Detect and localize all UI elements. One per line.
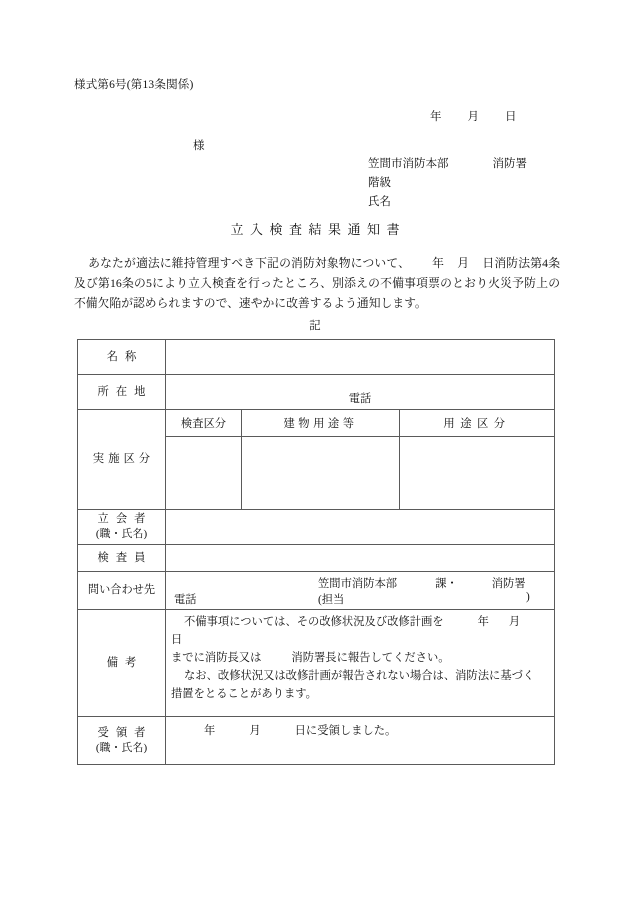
table-row-scope-subheader xyxy=(78,410,555,437)
body-line2: 条及び第16条の5により立入検査を行ったところ、別添えの不備事項票のとおり火災予防 xyxy=(74,256,560,290)
page-title: 立入検査結果通知書 xyxy=(230,222,406,237)
row-label-attendant xyxy=(78,510,166,545)
table-row-contact xyxy=(78,572,555,610)
receipt-year: 年 xyxy=(204,725,216,737)
notes-paragraph-1 xyxy=(171,613,549,649)
body-line1-month: 月 xyxy=(457,256,470,270)
issuer-headquarters: 笠間市消防本部 xyxy=(368,158,449,170)
issuer-name: 氏名 xyxy=(368,196,391,208)
contact-paren-close: ) xyxy=(526,591,530,603)
contact-org-line xyxy=(318,575,526,591)
contact-division: 課・ xyxy=(435,578,458,590)
notes-p1-month: 月 xyxy=(508,616,521,628)
row-value-contact[interactable] xyxy=(166,572,555,610)
row-label-attendant-sub: (職・氏名) xyxy=(95,528,148,540)
issuer-station: 消防署 xyxy=(492,158,527,170)
row-label-notes xyxy=(78,610,166,717)
notes-p1-year: 年 xyxy=(477,616,489,628)
notes-paragraph-4 xyxy=(171,685,549,703)
row-value-notes[interactable] xyxy=(166,610,555,717)
row-value-attendant[interactable] xyxy=(166,510,555,545)
body-paragraph xyxy=(74,253,560,313)
notes-p2-a: までに消防長又は xyxy=(171,652,262,664)
notes-text-block xyxy=(166,610,554,703)
row-label-contact-text: 問い合わせ先 xyxy=(87,584,156,596)
notes-paragraph-3 xyxy=(171,667,549,685)
row-label-name xyxy=(78,340,166,375)
row-label-receipt xyxy=(78,717,166,765)
row-label-address xyxy=(78,375,166,410)
row-label-contact xyxy=(78,572,166,610)
row-value-address[interactable] xyxy=(166,375,555,410)
row-label-receipt-sub: (職・氏名) xyxy=(95,741,148,754)
row-label-receipt-text: 受領者 xyxy=(97,726,153,739)
issuer-headquarters-line xyxy=(368,155,527,174)
row-label-inspector-text: 検査員 xyxy=(97,551,153,564)
contact-station: 消防署 xyxy=(491,578,526,590)
receipt-date-line xyxy=(166,717,554,738)
scope-value-building-use[interactable] xyxy=(242,437,400,510)
receipt-day-text: 日に受領しました。 xyxy=(294,725,397,737)
form-code: 様式第6号(第13条関係) xyxy=(74,79,194,91)
issuer-rank: 階級 xyxy=(368,177,391,189)
notes-p1-a: 不備事項については、その改修状況及び改修計画を xyxy=(184,616,444,628)
notes-p1-day: 日 xyxy=(171,634,183,646)
notes-p3: なお、改修状況又は改修計画が報告されない場合は、消防法に基づく xyxy=(184,670,535,682)
body-line1-day: 日消防法第4 xyxy=(482,256,549,270)
body-line1-year: 年 xyxy=(432,256,445,270)
scope-subheader-use-category: 用途区分 xyxy=(400,410,555,437)
issuer-block xyxy=(368,155,527,212)
notes-paragraph-2 xyxy=(171,649,549,667)
notes-p2-b: 消防署長に報告してください。 xyxy=(291,652,450,664)
receipt-month: 月 xyxy=(249,725,261,737)
table-row-inspector xyxy=(78,545,555,572)
row-value-receipt[interactable] xyxy=(166,717,555,765)
row-value-inspector[interactable] xyxy=(166,545,555,572)
scope-subheader-building-use: 建物用途等 xyxy=(242,410,400,437)
issue-date-day: 日 xyxy=(505,111,517,123)
scope-subheader-inspection-type: 検査区分 xyxy=(166,410,242,437)
notes-p4: 措置をとることがあります。 xyxy=(171,688,317,700)
scope-value-inspection-type[interactable] xyxy=(166,437,242,510)
table-row-address xyxy=(78,375,555,410)
row-value-name[interactable] xyxy=(166,340,555,375)
inspection-result-table xyxy=(77,339,555,765)
scope-value-use-category[interactable] xyxy=(400,437,555,510)
row-label-name-text: 名称 xyxy=(106,350,144,363)
row-label-scope-text: 実施区分 xyxy=(92,453,155,465)
row-label-scope xyxy=(78,410,166,510)
table-row-attendant xyxy=(78,510,555,545)
address-phone-label: 電話 xyxy=(348,393,372,405)
table-row-name xyxy=(78,340,555,375)
table-row-receipt xyxy=(78,717,555,765)
ki-mark: 記 xyxy=(309,320,321,332)
table-row-notes xyxy=(78,610,555,717)
issue-date-month: 月 xyxy=(467,111,479,123)
body-line3: 上の不備欠陥が認められますので、速やかに改善するよう通知します。 xyxy=(74,276,560,310)
addressee-label: 様 xyxy=(193,140,205,152)
row-label-address-text: 所在地 xyxy=(97,385,153,398)
row-label-attendant-text: 立会者 xyxy=(97,513,153,525)
row-label-notes-text: 備考 xyxy=(106,656,144,669)
row-label-inspector xyxy=(78,545,166,572)
issue-date-line xyxy=(430,108,517,124)
issue-date-year: 年 xyxy=(430,111,442,123)
body-line1-a: あなたが適法に維持管理すべき下記の消防対象物について、 xyxy=(88,256,411,270)
contact-org-name: 笠間市消防本部 xyxy=(318,578,398,590)
contact-phone-label: 電話 xyxy=(174,594,197,606)
contact-tanto-label: (担当 xyxy=(318,594,345,606)
